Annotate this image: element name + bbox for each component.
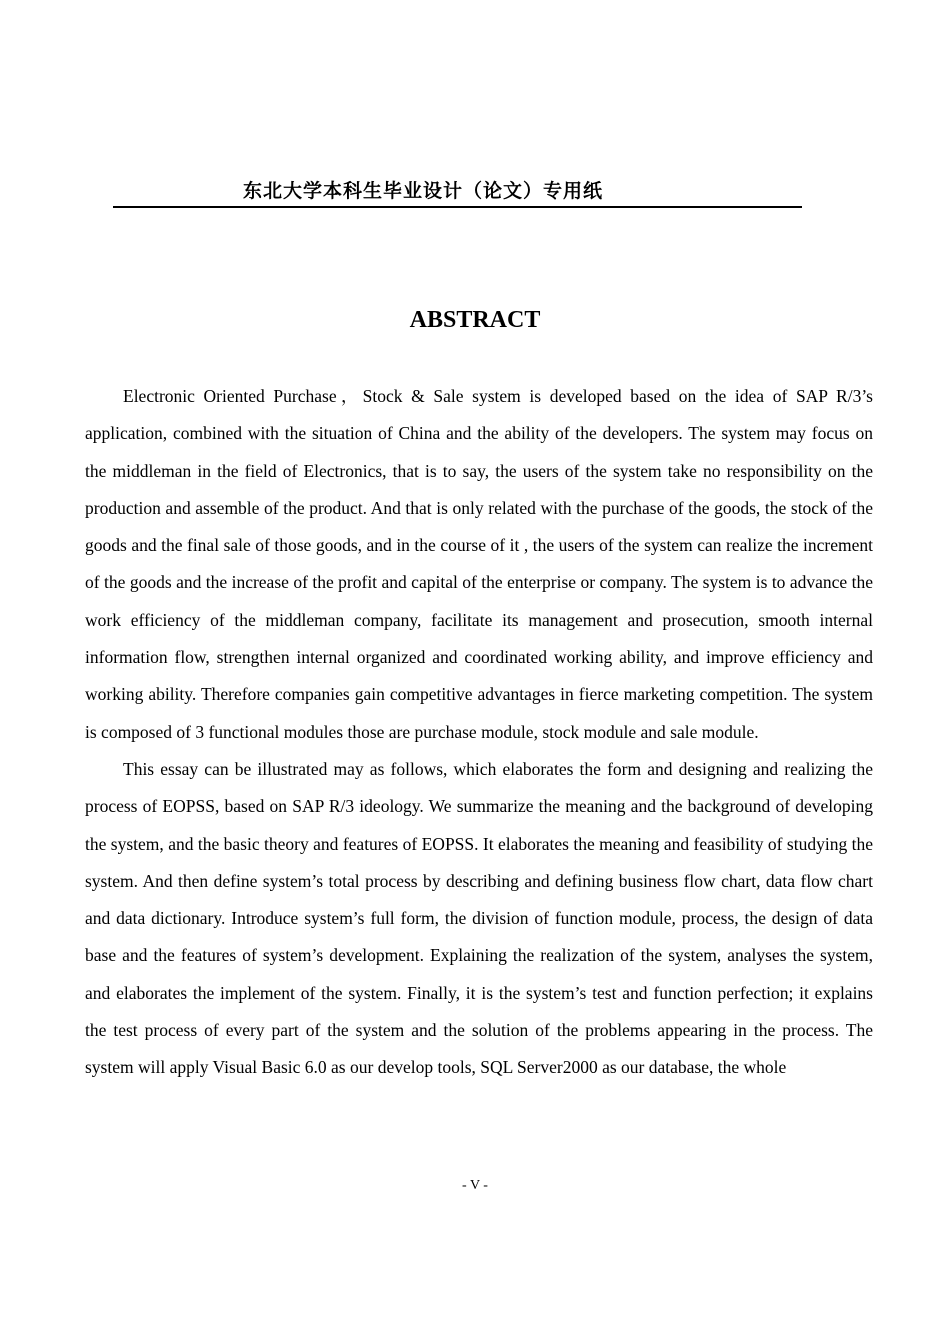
page-header (113, 178, 802, 208)
page-number: - V - (462, 1178, 488, 1193)
abstract-body (85, 378, 873, 1087)
abstract-paragraph-1: Electronic Oriented Purchase，Stock & Sale system is developed based on the idea of SAP R/3’s application, combined with the situation of China and the ability of the developers. The system may focus on the middleman in the field of Electronics, that is to say, the users of the system take no responsibility on the production and assemble of the product. And that is only related with the purchase of the goods, the stock of the goods and the final sale of those goods, and in the course of it , the users of the system can realize the increment of the goods and the increase of the profit and capital of the enterprise or company. The system is to advance the work efficiency of the middleman company, facilitate its management and prosecution, smooth internal information flow, strengthen internal organized and coordinated working ability, and improve efficiency and working ability. Therefore companies gain competitive advantages in fierce marketing competition. The system is composed of 3 functional modules those are purchase module, stock module and sale module. (85, 386, 873, 742)
abstract-paragraph-2: This essay can be illustrated may as follows, which elaborates the form and designing and realizing the process of EOPSS, based on SAP R/3 ideology. We summarize the meaning and the background of developing the system, and the basic theory and features of EOPSS. It elaborates the meaning and feasibility of studying the system. And then define system’s total process by describing and defining business flow chart, data flow chart and data dictionary. Introduce system’s full form, the division of function module, process, the design of data base and the features of system’s development. Explaining the realization of the system, analyses the system, and elaborates the implement of the system. Finally, it is the system’s test and function perfection; it explains the test process of every part of the system and the solution of the problems appearing in the process. The system will apply Visual Basic 6.0 as our develop tools, SQL Server2000 as our database, the whole (85, 758, 873, 1078)
header-title: 东北大学本科生毕业设计（论文）专用纸 (243, 180, 604, 202)
abstract-title: ABSTRACT (409, 307, 541, 333)
